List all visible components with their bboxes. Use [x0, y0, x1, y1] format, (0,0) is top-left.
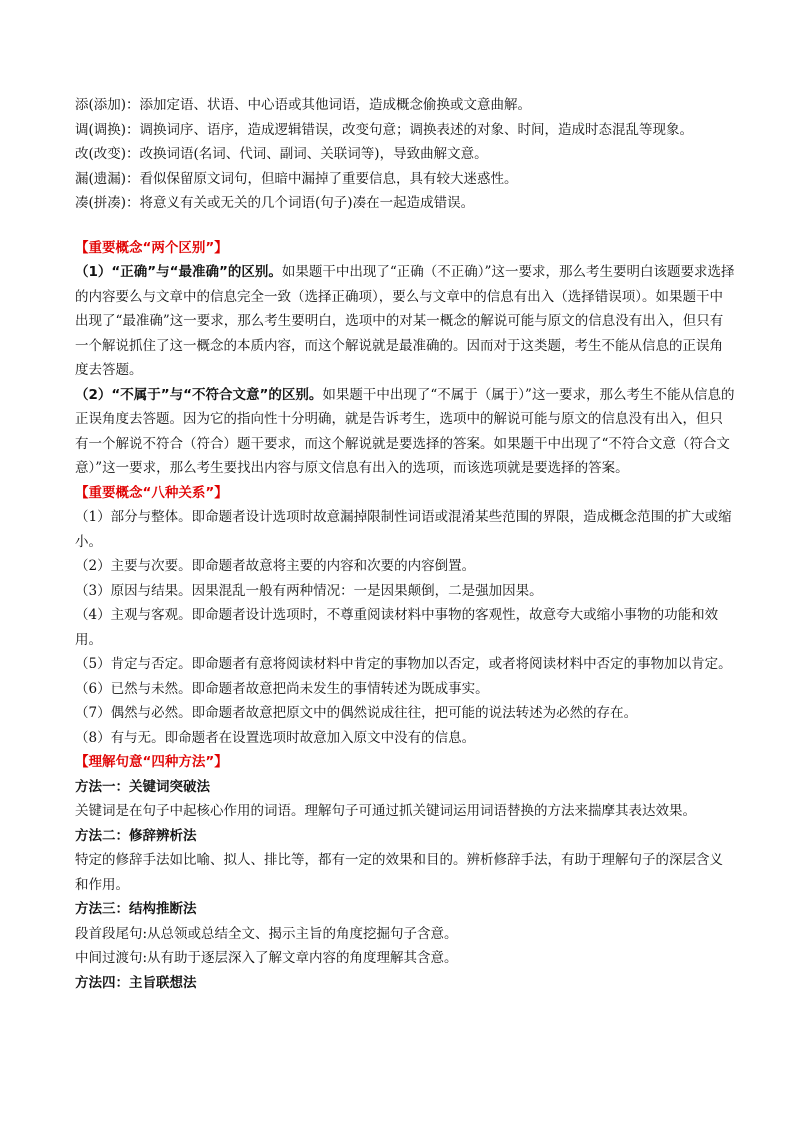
intro-line-patch: 凑(拼凑)：将意义有关或无关的几个词语(句子)凑在一起造成错误。: [75, 195, 475, 211]
difference-item-1-text: 如果题干中出现了“正确（不正确）”这一要求，那么考生要明白该题要求选择的内容要么与文章中的信息完全一致（选择正确项），要么与文章中的信息有出入（选择错误项）。如果题干中出现了“最准确”这一要求，那么考生要明白，选项中的对某一概念的解说可能与原文的信息没有出入，但只有一个解说抓住了这一概念的本质内容，而这个解说就是最准确的。因而对于这类题，考生不能从信息的正误角度去答题。: [75, 264, 735, 378]
relation-item: （4）主观与客观。即命题者设计选项时，不尊重阅读材料中事物的客观性，故意夸大或缩小事物的功能和效用。: [75, 607, 719, 648]
section-heading-eight-relations: 【重要概念“八种关系”】: [75, 484, 228, 501]
relation-item: （5）肯定与否定。即命题者有意将阅读材料中肯定的事物加以否定，或者将阅读材料中否定的事物加以肯定。: [75, 656, 732, 672]
difference-item-2: [75, 383, 735, 481]
relation-item: （1）部分与整体。即命题者设计选项时故意漏掉限制性词语或混淆某些范围的界限，造成概念范围的扩大或缩小。: [75, 509, 732, 550]
method-3-line-2: 中间过渡句:从有助于逐层深入了解文章内容的角度理解其含意。: [75, 950, 458, 966]
section-heading-four-methods: 【理解句意“四种方法”】: [75, 754, 228, 770]
difference-item-2-title: （2）“不属于”与“不符合文意”的区别。: [75, 386, 323, 403]
method-2-title: 方法二：修辞辨析法: [75, 827, 197, 844]
section-heading-two-differences: 【重要概念“两个区别”】: [75, 239, 228, 256]
method-3-title: 方法三：结构推断法: [75, 901, 197, 917]
method-1-text: 关键词是在句子中起核心作用的词语。理解句子可通过抓关键词运用词语替换的方法来揣摩其表达效果。: [75, 803, 696, 819]
difference-item-1-title: （1）“正确”与“最准确”的区别。: [75, 264, 282, 280]
relation-item: （7）偶然与必然。即命题者故意把原文中的偶然说成往往，把可能的说法转述为必然的存在。: [75, 705, 638, 721]
relation-item: （6）已然与未然。即命题者故意把尚未发生的事情转述为既成事实。: [75, 680, 489, 697]
difference-item-2-text: 如果题干中出现了“不属于（属于）”这一要求，那么考生不能从信息的正误角度去答题。因为它的指向性十分明确，就是告诉考生，选项中的解说可能与原文的信息没有出入，但只有一个解说不符合（符合）题干要求，而这个解说就是要选择的答案。如果题干中出现了“不符合文意（符合文意）”这一要求，那么考生要找出内容与原文信息有出入的选项，而该选项就是要选择的答案。: [75, 386, 735, 476]
document-page: [75, 93, 735, 995]
intro-line-add: 添(添加)：添加定语、状语、中心语或其他词语，造成概念偷换或文意曲解。: [75, 97, 532, 113]
method-4-title: 方法四：主旨联想法: [75, 974, 197, 991]
difference-item-1: [75, 260, 735, 383]
relation-item: （2）主要与次要。即命题者故意将主要的内容和次要的内容倒置。: [75, 558, 476, 574]
relation-item: （8）有与无。即命题者在设置选项时故意加入原文中没有的信息。: [75, 729, 476, 746]
method-1-title: 方法一：关键词突破法: [75, 778, 210, 795]
section-spacer: [75, 216, 735, 236]
method-3-line-1: 段首段尾句:从总领或总结全文、揭示主旨的角度挖掘句子含意。: [75, 925, 458, 942]
intro-line-change: 改(改变)：改换词语(名词、代词、副词、关联词等)，导致曲解文意。: [75, 146, 488, 162]
relation-item: （3）原因与结果。因果混乱一般有两种情况：一是因果颠倒，二是强加因果。: [75, 582, 543, 599]
intro-line-swap: 调(调换)：调换词序、语序，造成逻辑错误，改变句意；调换表述的对象、时间，造成时态混乱等现象。: [75, 121, 694, 138]
intro-line-omit: 漏(遗漏)：看似保留原文词句，但暗中漏掉了重要信息，具有较大迷惑性。: [75, 170, 518, 187]
method-2-text: 特定的修辞手法如比喻、拟人、排比等，都有一定的效果和目的。辨析修辞手法，有助于理解句子的深层含义和作用。: [75, 852, 723, 893]
